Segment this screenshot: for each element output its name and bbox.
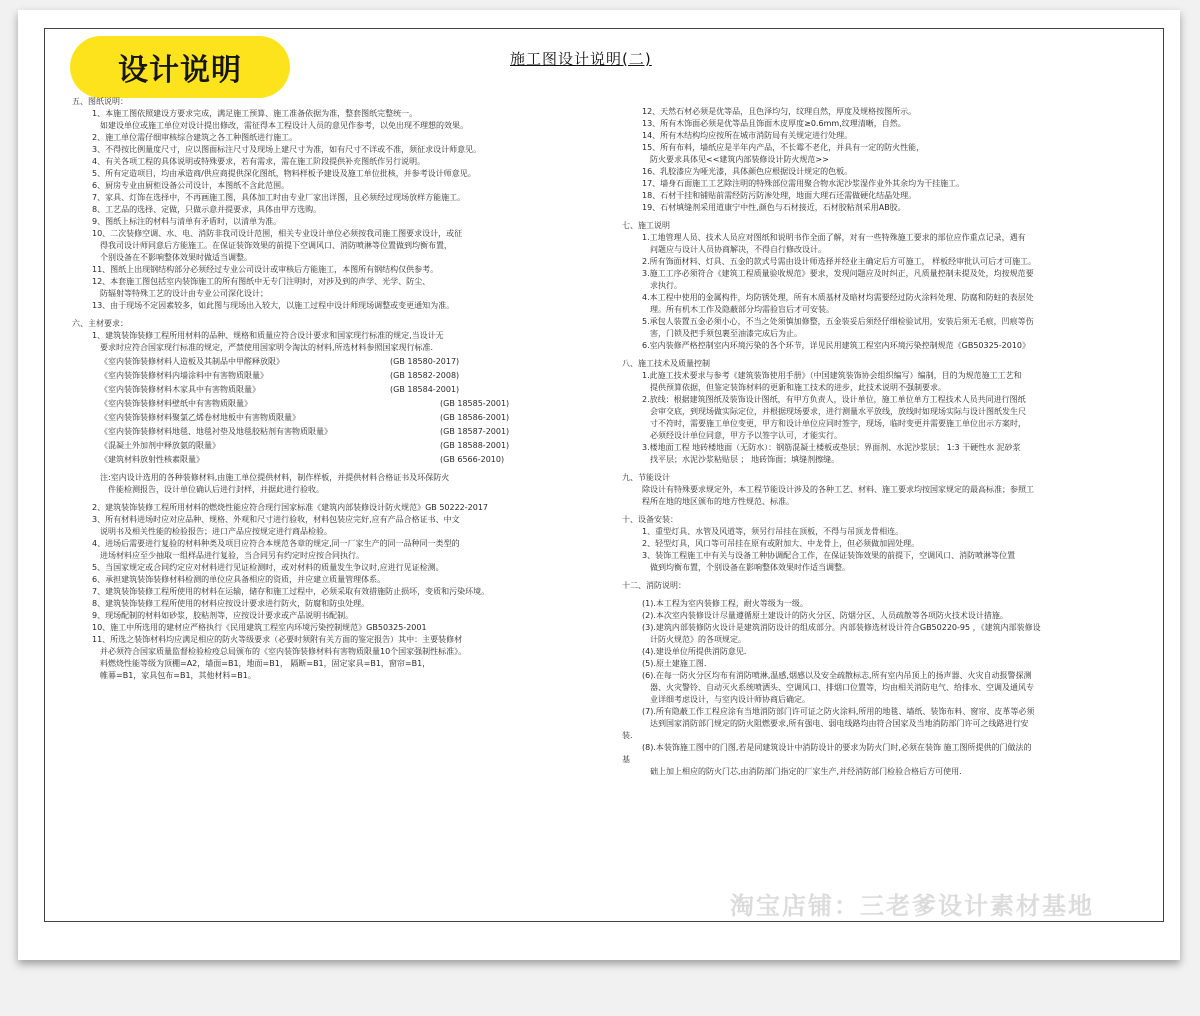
standard-row	[72, 440, 602, 452]
text-line: 14、所有木结构均应按所在城市消防局有关规定进行处理。	[642, 131, 853, 140]
text-line: 2.所有饰面材料、灯具、五金的款式号需由设计师选择并经业主确定后方可施工， 样板经审批认可后才可施工。	[642, 257, 1037, 266]
text-line: 五、图纸说明：	[72, 97, 128, 106]
text-line: 并必须符合国家质量监督检验检疫总局颁布的《室内装饰装修材料有害物质限量10个国家强制性标准》。	[100, 647, 467, 656]
left-column	[72, 92, 602, 912]
text-line: 12、本套施工图包括室内装饰施工的所有图纸中无专门注明时，对涉及到的声学、光学、防尘、	[92, 277, 431, 286]
text-line: (3).建筑内部装修防火设计是建筑消防设计的组成部分。内部装修选材设计符合GB50220-95 ，《建筑内部装修设	[642, 623, 1041, 632]
text-line: 进场材料应至少抽取一组样品进行复验，当合同另有约定时应按合同执行。	[100, 551, 364, 560]
text-line: 寸不符时，需要施工单位变更，甲方和设计单位应同时签字，现场，临时变更并需要施工单位出示方案时，	[650, 419, 1026, 428]
text-line: 要求时应符合国家现行标准的规定，严禁使用国家明令淘汰的材料,所选材料参照国家现行标准.	[100, 343, 434, 352]
text-line: 6、厨房专业由厨柜设备公司设计，本图纸不含此范围。	[92, 181, 290, 190]
text-line: 1.此施工技术要求与参考《建筑装饰使用手册》（中国建筑装饰协会组织编写）编制，目的为规范施工工艺和	[642, 371, 1022, 380]
text-line: 8、工艺品的选择、定做，只做示意并提要求，具体由甲方选购。	[92, 205, 322, 214]
text-line: 19、石材填缝剂采用道康宁中性,颜色与石材接近，石材胶粘剂采用AB胶。	[642, 203, 906, 212]
standard-name: 《混凝土外加剂中释放氨的限量》	[100, 441, 220, 450]
text-line: 2、轻型灯具，风口等可吊挂在原有或附加大、中龙骨上，但必须做加固处理。	[642, 539, 920, 548]
text-line: 13、由于现场不定因素较多，如此图与现场出入较大，以施工过程中设计师现场调整或变更通知为准。	[92, 301, 455, 310]
text-line: (6).在每一防火分区均布有消防喷淋,温感,烟感以及安全疏散标志,所有室内吊顶上的扬声器、火灾自动报警探测	[642, 671, 1032, 680]
standard-code: (GB 18585-2001)	[440, 399, 510, 408]
text-line: 注:室内设计选用的各种装修材料,由施工单位提供材料，制作样板，并提供材料合格证书及环保防火	[100, 473, 450, 482]
text-line: 6、承担建筑装饰装修材料检测的单位应具备相应的资质，并应建立质量管理体系。	[92, 575, 386, 584]
standard-name: 《室内装饰装修材料木家具中有害物质限量》	[100, 385, 260, 394]
text-line: 做到均衡布置，个别设备在影响整体效果时作适当调整。	[650, 563, 850, 572]
text-line: 害，门锁及把手须包裹至油漆完成后为止。	[650, 329, 802, 338]
text-line: 必须经设计单位同意，甲方予以签字认可，才能实行。	[650, 431, 842, 440]
text-line: 5、所有定造项目，均由承造商/供应商提供深化图纸，物料样板予建设及施工单位批核，并参考设计师意见。	[92, 169, 476, 178]
text-line: (2).本次室内装修设计尽量遵循原土建设计的防火分区、防烟分区、人员疏散等各项防火技术设计措施。	[642, 611, 1008, 620]
text-line: 除设计有特殊要求规定外，本工程节能设计涉及的各种工艺、材料、施工要求均按国家规定的最高标准；参照工	[642, 485, 1034, 494]
text-line: 4.本工程中使用的金属构件，均防锈处理，所有木质基材及暗材均需要经过防火涂料处理、防腐和防蛀的表层处	[642, 293, 1034, 302]
text-line: 防辐射等特殊工艺的设计由专业公司深化设计；	[100, 289, 268, 298]
standard-name: 《室内装饰装修材料聚氯乙烯卷材地板中有害物质限量》	[100, 413, 300, 422]
text-line: 件能检测报告，设计单位确认后进行封样，并据此进行验收。	[108, 485, 324, 494]
text-line: (7).所有隐蔽工作工程应涂有当地消防部门许可证之防火涂料,所用的地毯、墙纸、装饰布料、窗帘、皮革等必须	[642, 707, 1035, 716]
right-column	[622, 106, 1122, 906]
text-line: 11、图纸上出现钢结构部分必须经过专业公司设计或审核后方能施工，本图所有钢结构仅供参考。	[92, 265, 439, 274]
text-line: 9、现场配制的材料如砂浆，胶粘剂等，应按设计要求或产品说明书配制。	[92, 611, 354, 620]
text-line: 7、家具、灯饰在选择中，不再画施工图，具体加工时由专业厂家出详图，且必须经过现场放样方能施工。	[92, 193, 466, 202]
text-line: 得我司设计师同意后方能施工。在保证装饰效果的前提下空调风口、消防喷淋等位置做到均衡布置，	[100, 241, 452, 250]
standard-row	[72, 356, 602, 368]
text-line: 5.承包人装置五金必须小心，不当之处须慎加修整，五金装妥后须经仔细检验试用，安装后须无毛痕，凹痕等伤	[642, 317, 1034, 326]
text-line: 9、图纸上标注的材料与清单有矛盾时，以清单为准。	[92, 217, 282, 226]
standard-code: (GB 18580-2017)	[390, 357, 460, 366]
text-line: 1、本施工图依照建设方要求完成，满足施工预算、施工准备依据为准，整套图纸完整统一。	[92, 109, 418, 118]
standard-name: 《建筑材料放射性核素限量》	[100, 455, 204, 464]
text-line: 3、所有材料进场时应对应品种、规格、外观和尺寸进行验收，材料包装应完好,应有产品合格证书、中文	[92, 515, 460, 524]
standard-row	[72, 370, 602, 382]
text-line: 七、施工说明	[622, 221, 670, 230]
page-title: 施工图设计说明(二)	[510, 50, 652, 68]
text-line: 会审交底，到现场做实际定位，并根据现场要求，进行测量水平放线，放线时如现场实际与设计图纸发生尺	[650, 407, 1026, 416]
standard-name: 《室内装饰装修材料人造板及其制品中甲醛释放限》	[100, 357, 284, 366]
text-line: (8).本装饰施工图中的门图,若是同建筑设计中消防设计的要求为防火门时,必须在装饰 施工图所提供的门做法的	[642, 743, 1032, 752]
text-line: 九、节能设计	[622, 473, 670, 482]
text-line: 2.放线：根据建筑图纸及装饰设计图纸，有甲方负责人，设计单位，施工单位单方工程技术人员共同进行图纸	[642, 395, 1026, 404]
text-line: 18、石材干挂和铺贴前需经防污防渗处理，地面大理石还需做硬化结晶处理。	[642, 191, 917, 200]
standard-row	[72, 384, 602, 396]
standard-code: (GB 18586-2001)	[440, 413, 510, 422]
text-line: 10、二次装修空调、水、电、消防非我司设计范围，相关专业设计单位必须按我司施工图要求设计，或征	[92, 229, 463, 238]
text-line: (1).本工程为室内装修工程，耐火等级为一级。	[642, 599, 808, 608]
text-line: 六、主材要求：	[72, 319, 128, 328]
text-line: 3.施工工序必须符合《建筑工程质量验收规范》要求，发现问题应及时纠正，凡质量控制未提及处，均按规范要	[642, 269, 1034, 278]
text-line: 理。所有机木工作及隐蔽部分均需验盲后才可安装。	[650, 305, 834, 314]
text-line: 1.工地管理人员、技术人员应对图纸和说明书作全面了解，对有一些特殊施工要求的部位应作重点记录，遇有	[642, 233, 1026, 242]
text-line: 计防火规范》的各项规定。	[650, 635, 746, 644]
standard-code: (GB 18582-2008)	[390, 371, 460, 380]
standard-code: (GB 6566-2010)	[440, 455, 505, 464]
text-line: 如建设单位或施工单位对设计提出修改，需征得本工程设计人员的意见作参考，以免出现不理想的效果。	[100, 121, 468, 130]
text-line: 15、所有布料，墙纸应是半年内产品，不长霉不老化，并具有一定的防火性能，	[642, 143, 925, 152]
text-line: 十二、消防说明：	[622, 581, 686, 590]
text-line: 帷幕=B1，家具包布=B1，其他材料=B1。	[100, 671, 256, 680]
standard-name: 《室内装饰装修材料内墙涂料中有害物质限量》	[100, 371, 268, 380]
text-line: 十、设备安装：	[622, 515, 678, 524]
standard-name: 《室内装饰装修材料地毯、地毯衬垫及地毯胶粘剂有害物质限量》	[100, 427, 332, 436]
text-line: 基	[622, 755, 630, 764]
text-line: 2、建筑装饰装修工程所用材料的燃烧性能应符合现行国家标准《建筑内部装修设计防火规范》GB 50222-2017	[92, 503, 489, 512]
text-line: 5、当国家规定或合同约定应对材料进行见证检测时，或对材料的质量发生争议时,应进行见证检测。	[92, 563, 444, 572]
text-line: 8、建筑装饰装修工程所使用的材料应按设计要求进行防火，防腐和防虫处理。	[92, 599, 370, 608]
text-line: 程所在地的地区颁布的地方性规范、标准。	[642, 497, 794, 506]
text-line: (4).建设单位所提供消防意见.	[642, 647, 747, 656]
text-line: 3、装饰工程施工中有关与设备工种协调配合工作，在保证装饰效果的前提下，空调风口、消防喷淋等位置	[642, 551, 1016, 560]
standard-code: (GB 18587-2001)	[440, 427, 510, 436]
text-line: 3.楼地面工程 地砖楼地面（无防水）：钢筋混凝土楼板或垫层；界面剂、水泥沙浆层； 1:3 干硬性水 泥砂浆	[642, 443, 1021, 452]
text-line: 提供预算依据，但鉴定装饰材料的更新和施工技术的进步，此技术说明不强制要求。	[650, 383, 946, 392]
text-line: 10、施工中所选用的建材应严格执行《民用建筑工程室内环境污染控制规范》GB50325-2001	[92, 623, 427, 632]
text-line: 求执行。	[650, 281, 682, 290]
text-line: 2、施工单位需仔细审核综合建筑之各工种图纸进行施工。	[92, 133, 298, 142]
text-line: 12、天然石材必须是优等品，且色泽均匀，纹理自然，厚度及规格按图所示。	[642, 107, 917, 116]
text-line: 6.室内装修严格控制室内环境污染的各个环节，详见民用建筑工程室内环境污染控制规范《GB50325-2010》	[642, 341, 1031, 350]
standard-code: (GB 18584-2001)	[390, 385, 460, 394]
text-line: 装.	[622, 731, 633, 740]
text-line: 达到国家消防部门规定的防火阻燃要求,所有强电、弱电线路均由符合国家及当地消防部门许可之线路进行安	[650, 719, 1029, 728]
text-line: 础上加上相应的防火门芯,由消防部门指定的厂家生产,并经消防部门检验合格后方可使用.	[650, 767, 962, 776]
text-line: 问题应与设计人员协商解决，不得自行修改设计。	[650, 245, 826, 254]
text-line: 个别设备在不影响整体效果时做适当调整。	[100, 253, 252, 262]
text-line: 1、重型灯具、水管及风道等，须另行吊挂在顶板，不得与吊顶龙骨相连。	[642, 527, 904, 536]
text-line: 7、建筑装饰装修工程所使用的材料在运输，储存和施工过程中，必须采取有效措施防止损坏，变质和污染环境。	[92, 587, 490, 596]
text-line: 1、建筑装饰装修工程所用材料的品种、规格和质量应符合设计要求和国家现行标准的规定,当设计无	[92, 331, 444, 340]
standard-row	[72, 426, 602, 438]
standard-name: 《室内装饰装修材料壁纸中有害物质限量》	[100, 399, 252, 408]
section-badge: 设计说明	[70, 36, 290, 98]
text-line: 防火要求具体见<<建筑内部装修设计防火规范>>	[650, 155, 829, 164]
text-line: 11、所选之装饰材料均应满足相应的防火等级要求（必要时须附有关方面的鉴定报告）其中：主要装修材	[92, 635, 463, 644]
standard-code: (GB 18588-2001)	[440, 441, 510, 450]
standard-row	[72, 454, 602, 466]
text-line: 八、施工技术及质量控制	[622, 359, 710, 368]
standard-row	[72, 412, 602, 424]
text-line: 3、不得按比例量度尺寸，应以图面标注尺寸及现场上建尺寸为准，如有尺寸不详或不准，须征求设计师意见。	[92, 145, 482, 154]
text-line: 料燃烧性能等级为顶棚=A2，墙面=B1，地面=B1， 隔断=B1，固定家具=B1，窗帘=B1，	[100, 659, 431, 668]
text-line: 业详细考虑设计，与室内设计师协商后确定。	[650, 695, 810, 704]
watermark-text: 淘宝店铺：三老爹设计素材基地	[730, 892, 1094, 920]
text-line: 16、乳胶漆应为哑光漆，具体颜色应根据设计规定的色板。	[642, 167, 853, 176]
text-line: 17、墙身石面施工工艺除注明的特殊部位需用聚合物水泥沙浆湿作业外其余均为干挂施工。	[642, 179, 965, 188]
text-line: (5).原土建施工图.	[642, 659, 707, 668]
text-line: 4、进场后需要进行复验的材料种类及项目应符合本规范各章的规定,同一厂家生产的同一品种同一类型的	[92, 539, 460, 548]
text-line: 找平层；水泥沙浆粘贴层 ； 地砖饰面；填缝剂擦缝。	[650, 455, 840, 464]
standard-row	[72, 398, 602, 410]
text-line: 13、所有木饰面必须是优等品且饰面木皮厚度≥0.6mm,纹理清晰，自然。	[642, 119, 906, 128]
text-line: 4、有关各项工程的具体说明或特殊要求，若有需求，需在施工阶段提供补充图纸作另行说明。	[92, 157, 426, 166]
text-line: 说明书及相关性能的检验报告；进口产品应按规定进行商品检验。	[100, 527, 332, 536]
text-line: 器、火灾警铃、自动灭火系统喷洒头、空调风口、排烟口位置等，均由相关消防电气、给排水、空调及通风专	[650, 683, 1034, 692]
